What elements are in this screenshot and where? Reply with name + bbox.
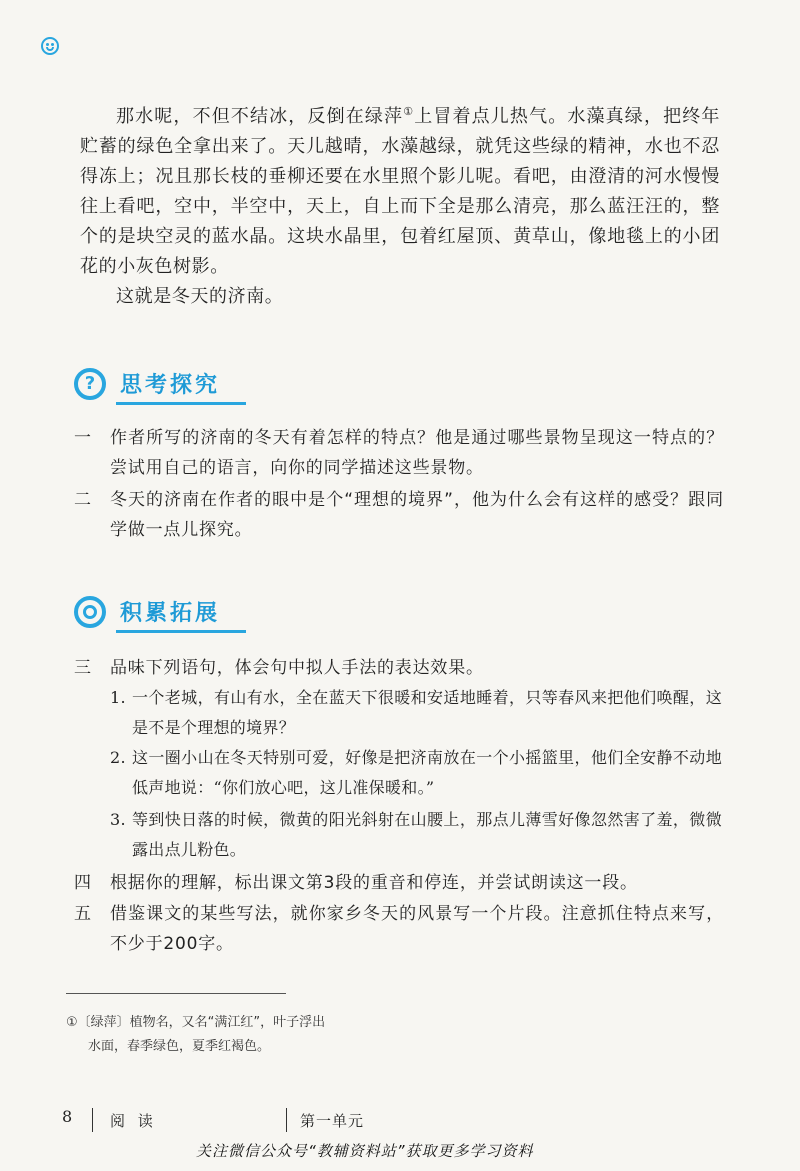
- question-4: 四 根据你的理解，标出课文第3段的重音和停连，并尝试朗读这一段。: [74, 873, 638, 893]
- footnote: ①〔绿萍〕植物名，又名“满江红”，叶子浮出 水面，春季绿色，夏季红褐色。: [66, 1015, 326, 1054]
- footer-divider: [92, 1108, 93, 1132]
- sub-item-3: 3. 等到快日落的时候，微黄的阳光斜射在山腰上，那点儿薄雪好像忽然害了羞，微微露出点儿粉色。: [110, 810, 722, 859]
- extension-section-header: [74, 594, 274, 634]
- question-2: 二 冬天的济南在作者的眼中是个“理想的境界”，他为什么会有这样的感受？跟同学做一点儿探究。: [74, 490, 724, 540]
- footnote-marker[interactable]: ①: [403, 105, 415, 118]
- sub-item-2: 2. 这一圈小山在冬天特别可爱，好像是把济南放在一个小摇篮里，他们全安静不动地低声地说：“你们放心吧，这儿准保暖和。”: [110, 748, 722, 797]
- question-1: 一 作者所写的济南的冬天有着怎样的特点？他是通过哪些景物呈现这一特点的？尝试用自己的语言，向你的同学描述这些景物。: [74, 428, 724, 478]
- section-underline: [116, 630, 246, 633]
- page-number: 8: [62, 1107, 73, 1126]
- watermark-text: 关注微信公众号“教辅资料站”获取更多学习资料: [196, 1142, 534, 1160]
- smiley-icon: [41, 37, 59, 55]
- section-underline: [116, 402, 246, 405]
- thinking-section-header: [74, 366, 274, 406]
- footer-unit: 第一单元: [300, 1112, 365, 1130]
- question-3: 三 品味下列语句，体会句中拟人手法的表达效果。: [74, 658, 484, 678]
- question-icon: ?: [74, 368, 106, 400]
- passage-paragraph-2: 这就是冬天的济南。: [116, 286, 284, 307]
- footer-divider: [286, 1108, 287, 1132]
- passage-paragraph-1: 那水呢，不但不结冰，反倒在绿萍①上冒着点儿热气。水藻真绿，把终年贮蓄的绿色全拿出来了。天儿越晴，水藻越绿，就凭这些绿的精神，水也不忍得冻上；况且那长枝的垂柳还要在水里照个影儿呢。看吧，由澄清的河水慢慢往上看吧，空中，半空中，天上，自上而下全是那么清亮，那么蓝汪汪的，整个的是块空灵的蓝水晶。这块水晶里，包着红屋顶、黄草山，像地毯上的小团花的小灰色树影。: [80, 105, 720, 277]
- extension-section-title: 积累拓展: [120, 601, 221, 626]
- refresh-arrow-icon: [74, 596, 106, 628]
- sub-item-1: 1. 一个老城，有山有水，全在蓝天下很暖和安适地睡着，只等春风来把他们唤醒，这是不是个理想的境界？: [110, 688, 722, 737]
- thinking-section-title: 思考探究: [120, 373, 221, 398]
- question-5: 五 借鉴课文的某些写法，就你家乡冬天的风景写一个片段。注意抓住特点来写，不少于200字。: [74, 904, 724, 954]
- footnote-divider: [66, 993, 286, 994]
- footer-section: 阅 读: [110, 1112, 157, 1130]
